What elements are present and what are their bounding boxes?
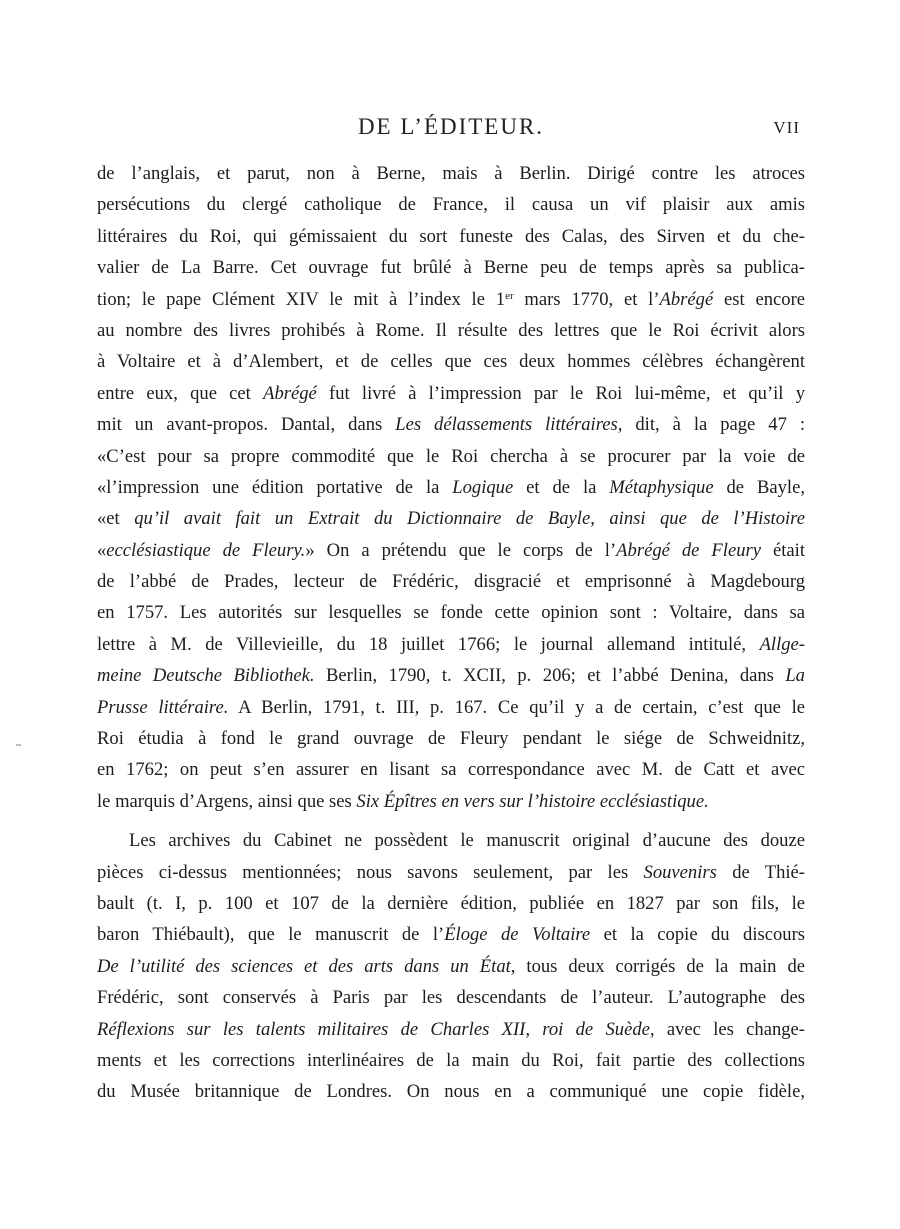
running-title: DE L’ÉDITEUR.	[357, 114, 545, 139]
text-line	[97, 441, 805, 472]
text-line	[97, 919, 805, 950]
italic-text: Éloge de Voltaire	[444, 924, 591, 946]
text-line	[97, 982, 805, 1013]
text-line	[97, 221, 805, 252]
text-run: Frédéric, sont conservés à Paris par les descendants de l’auteur. L’autographe des	[97, 987, 805, 1009]
text-run: baron Thiébault), que le manuscrit de l’	[97, 924, 445, 946]
italic-text: Abrégé	[659, 288, 714, 310]
text-line	[97, 472, 805, 503]
italic-text: Prusse littéraire.	[97, 696, 229, 718]
text-line	[97, 692, 805, 723]
text-run: pièces ci-dessus mentionnées; nous savons seulement, par les	[97, 861, 644, 883]
text-run: avec les change-	[654, 1018, 805, 1040]
italic-text: Abrégé	[263, 382, 317, 404]
text-run: de Bayle,	[713, 476, 805, 498]
text-line	[97, 346, 805, 377]
italic-text: Abrégé de Fleury	[616, 539, 761, 561]
italic-text: Allge-	[759, 633, 805, 655]
text-run: fut livré à l’impression par le Roi lui-même, et qu’il y	[316, 382, 805, 404]
text-line	[97, 535, 805, 566]
text-run: Berlin, 1790, t. XCII, p. 206; et l’abbé Denina, dans	[314, 665, 786, 687]
italic-text: La	[785, 665, 805, 687]
text-run: est encore	[713, 288, 805, 310]
text-run: de l’anglais, et parut, non à Berne, mais à Berlin. Dirigé contre les atroces	[97, 163, 805, 184]
text-run: était	[761, 539, 805, 561]
text-line	[97, 888, 805, 919]
text-line	[97, 252, 805, 283]
text-line	[97, 951, 805, 982]
italic-text: Les délassements littéraires,	[395, 414, 623, 436]
text-run: le marquis d’Argens, ainsi que ses	[97, 790, 357, 812]
text-line	[97, 825, 805, 856]
text-line	[97, 409, 805, 440]
text-run: tous deux corrigés de la main de	[515, 955, 805, 977]
text-run: en 1762; on peut s’en assurer en lisant sa correspondance avec M. de Catt et avec	[97, 759, 805, 781]
text-run: littéraires du Roi, qui gémissaient du sort funeste des Calas, des Sirven et du che-	[97, 225, 805, 247]
text-line	[97, 158, 805, 189]
italic-text: Réflexions sur les talents militaires de Charles XII, roi de Suède,	[97, 1018, 655, 1040]
text-run: de Thié-	[716, 861, 805, 883]
italic-text: ecclésiastique de Fleury.	[106, 539, 306, 561]
text-run: entre eux, que cet	[97, 382, 264, 404]
text-run: du Musée britannique de Londres. On nous en a communiqué une copie fidèle,	[97, 1081, 805, 1103]
margin-mark	[16, 744, 21, 746]
italic-text: qu’il avait fait un Extrait du Dictionnaire de Bayle, ainsi que de l’Histoire	[134, 508, 805, 530]
text-line	[97, 786, 805, 817]
text-line	[97, 1045, 805, 1076]
text-run: dit, à la page 47 :	[622, 414, 805, 436]
text-run: ments et les corrections interlinéaires de la main du Roi, fait partie des collections	[97, 1049, 805, 1071]
text-line	[97, 629, 805, 660]
text-line	[97, 754, 805, 785]
text-line	[97, 1076, 805, 1107]
text-run: «et	[97, 508, 135, 530]
italic-text: Logique	[452, 476, 514, 498]
text-run: Roi étudia à fond le grand ouvrage de Fleury pendant le siége de Schweidnitz,	[97, 728, 805, 750]
running-head	[96, 114, 806, 146]
text-line	[97, 378, 805, 409]
text-run: au nombre des livres prohibés à Rome. Il résulte des lettres que le Roi écrivit alors	[97, 319, 805, 341]
text-run: valier de La Barre. Cet ouvrage fut brûlé à Berne peu de temps après sa publica-	[97, 257, 805, 279]
text-run: et la copie du discours	[590, 924, 805, 946]
text-run: persécutions du clergé catholique de France, il causa un vif plaisir aux amis	[97, 194, 805, 216]
text-run: Les archives du Cabinet ne possèdent le manuscrit original d’aucune des douze	[129, 830, 805, 852]
paragraph-break	[97, 817, 805, 825]
text-line	[97, 284, 805, 315]
text-run: «l’impression une édition portative de la	[97, 476, 453, 498]
text-line	[97, 597, 805, 628]
superscript: er	[505, 289, 514, 302]
text-line	[97, 315, 805, 346]
text-line	[97, 566, 805, 597]
text-run: en 1757. Les autorités sur lesquelles se fonde cette opinion sont : Voltaire, dans sa	[97, 602, 805, 624]
italic-text: Six Épîtres en vers sur l’histoire ecclésiastique.	[356, 790, 709, 812]
text-run: «C’est pour sa propre commodité que le Roi chercha à se procurer par la voie de	[97, 445, 805, 467]
text-run: mars 1770, et l’	[513, 288, 660, 310]
text-run: de l’abbé de Prades, lecteur de Frédéric, disgracié et emprisonné à Magdebourg	[97, 571, 805, 593]
italic-text: Métaphysique	[609, 476, 714, 498]
text-run: «	[97, 539, 107, 561]
text-run: mit un avant-propos. Dantal, dans	[97, 414, 396, 436]
text-run: A Berlin, 1791, t. III, p. 167. Ce qu’il y a de certain, c’est que le	[228, 696, 805, 718]
text-line	[97, 723, 805, 754]
text-run: bault (t. I, p. 100 et 107 de la dernière édition, publiée en 1827 par son fils, le	[97, 892, 805, 914]
italic-text: De l’utilité des sciences et des arts dans un État,	[97, 955, 516, 977]
italic-text: meine Deutsche Bibliothek.	[97, 665, 315, 687]
text-line	[97, 189, 805, 220]
text-line	[97, 857, 805, 888]
text-run: » On a prétendu que le corps de l’	[305, 539, 617, 561]
page-number: VII	[773, 118, 800, 137]
text-run: tion; le pape Clément XIV le mit à l’index le 1	[97, 288, 506, 310]
italic-text: Souvenirs	[643, 861, 717, 883]
text-run: à Voltaire et à d’Alembert, et de celles que ces deux hommes célèbres échangèrent	[97, 351, 805, 373]
text-line	[97, 660, 805, 691]
text-line	[97, 503, 805, 534]
body-text	[97, 158, 805, 1108]
text-run: lettre à M. de Villevieille, du 18 juillet 1766; le journal allemand intitulé,	[97, 633, 760, 655]
text-run: et de la	[513, 476, 610, 498]
text-line	[97, 1014, 805, 1045]
